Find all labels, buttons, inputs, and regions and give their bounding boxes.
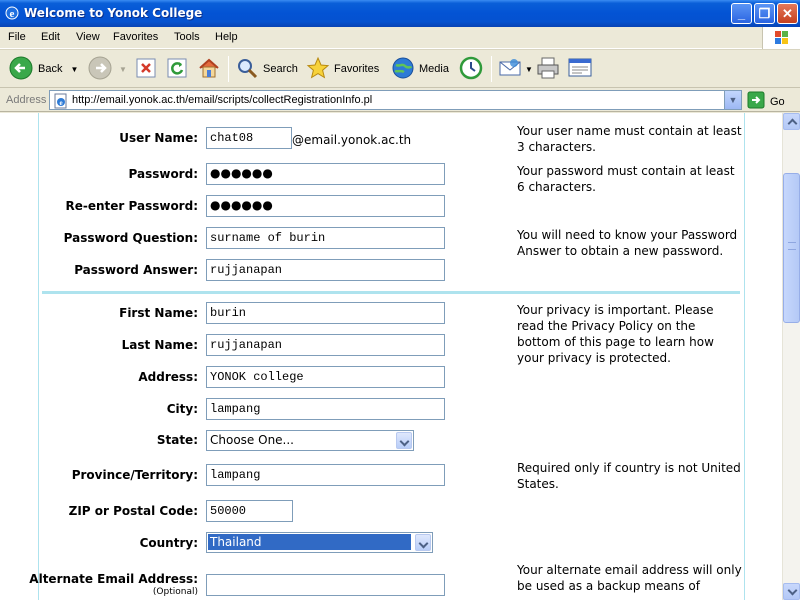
go-arrow-icon: [747, 91, 765, 112]
country-select[interactable]: [206, 532, 433, 553]
username-label: User Name:: [119, 131, 198, 145]
reenter-password-input[interactable]: ●●●●●●: [206, 195, 445, 217]
street-address-label: Address:: [138, 370, 198, 384]
history-icon: [458, 55, 484, 84]
street-address-input[interactable]: YONOK college: [206, 366, 445, 388]
first-name-label: First Name:: [119, 306, 198, 320]
form-border-left: [38, 113, 39, 600]
menu-favorites[interactable]: Favorites: [113, 31, 159, 43]
menu-tools[interactable]: Tools: [174, 31, 200, 43]
privacy-help: Your privacy is important. Please read the Privacy Policy on the bottom of this page to learn how your privacy is protected.: [517, 303, 714, 365]
vertical-scrollbar[interactable]: [782, 113, 800, 600]
password-question-label: Password Question:: [63, 231, 198, 245]
search-icon: [235, 56, 259, 83]
window-title: Welcome to Yonok College: [24, 6, 203, 20]
mail-dropdown-icon[interactable]: ▼: [525, 64, 533, 74]
back-label: Back: [38, 63, 63, 75]
page-content: [0, 113, 782, 600]
city-input[interactable]: lampang: [206, 398, 445, 420]
password-answer-label: Password Answer:: [74, 263, 198, 277]
svg-text:e: e: [9, 8, 15, 20]
password-question-input[interactable]: surname of burin: [206, 227, 445, 249]
favorites-button[interactable]: [306, 55, 379, 83]
last-name-label: Last Name:: [121, 338, 198, 352]
print-button[interactable]: [535, 55, 561, 83]
state-label: State:: [156, 433, 198, 447]
stop-icon: [135, 57, 157, 82]
alt-email-input[interactable]: [206, 574, 445, 596]
password-question-help: You will need to know your Password Answer to obtain a new password.: [517, 228, 738, 258]
reenter-password-label: Re-enter Password:: [65, 199, 198, 213]
address-dropdown-icon[interactable]: ▼: [724, 91, 741, 109]
back-button[interactable]: [8, 55, 78, 83]
stop-button[interactable]: [135, 55, 157, 83]
password-label: Password:: [128, 167, 198, 181]
menu-help[interactable]: Help: [215, 31, 238, 43]
go-label: Go: [770, 95, 785, 108]
last-name-input[interactable]: rujjanapan: [206, 334, 445, 356]
alt-email-label: [29, 572, 198, 597]
menu-view[interactable]: View: [76, 31, 100, 43]
email-domain-suffix: @email.yonok.ac.th: [292, 133, 412, 147]
address-bar: [0, 88, 800, 112]
maximize-button[interactable]: ❐: [754, 3, 775, 24]
section-divider: [42, 291, 740, 294]
state-select[interactable]: [206, 430, 414, 451]
password-input[interactable]: ●●●●●●: [206, 163, 445, 185]
province-help: Required only if country is not United States.: [517, 461, 741, 491]
edit-page-icon: [567, 55, 593, 84]
scroll-up-button[interactable]: [783, 113, 800, 130]
home-icon: [197, 56, 221, 83]
form-border-right: [744, 113, 745, 600]
menu-edit[interactable]: Edit: [41, 31, 60, 43]
username-help: Your user name must contain at least 3 characters.: [517, 124, 742, 154]
country-label: Country:: [139, 536, 198, 550]
go-button[interactable]: [747, 91, 785, 112]
page-icon: [53, 93, 69, 112]
windows-logo-icon: [762, 27, 800, 49]
search-button[interactable]: [235, 55, 298, 83]
zip-label: ZIP or Postal Code:: [68, 504, 198, 518]
alt-email-help: Your alternate email address will only be used as a backup means of: [517, 563, 742, 593]
mail-button[interactable]: [498, 55, 533, 83]
menu-file[interactable]: File: [8, 31, 26, 43]
country-select-value: Thailand: [208, 534, 411, 550]
chevron-down-icon[interactable]: [415, 534, 431, 551]
history-button[interactable]: [458, 55, 484, 83]
username-input[interactable]: chat08: [206, 127, 292, 149]
scroll-grip-icon: [788, 242, 796, 250]
forward-button[interactable]: [87, 55, 127, 83]
minimize-button[interactable]: _: [731, 3, 752, 24]
scroll-down-button[interactable]: [783, 583, 800, 600]
close-button[interactable]: ✕: [777, 3, 798, 24]
mail-icon: [498, 56, 522, 83]
city-label: City:: [166, 402, 198, 416]
address-url: http://email.yonok.ac.th/email/scripts/collectRegistrationInfo.pl: [72, 94, 373, 106]
first-name-input[interactable]: burin: [206, 302, 445, 324]
password-help: Your password must contain at least 6 characters.: [517, 164, 735, 194]
alt-email-label-text: Alternate Email Address:: [29, 572, 198, 586]
toolbar: [0, 49, 800, 88]
chevron-down-icon[interactable]: [396, 432, 412, 449]
refresh-icon: [166, 57, 188, 82]
ie-icon: [4, 5, 20, 21]
home-button[interactable]: [197, 55, 221, 83]
menu-bar: [0, 27, 800, 49]
search-label: Search: [263, 63, 298, 75]
scroll-thumb[interactable]: [783, 173, 800, 323]
favorites-star-icon: [306, 56, 330, 83]
forward-dropdown-icon[interactable]: ▼: [119, 64, 127, 74]
address-label: Address: [6, 94, 47, 106]
svg-text:e: e: [59, 99, 63, 107]
state-select-value: Choose One...: [210, 433, 294, 447]
alt-email-optional-note: (Optional): [152, 587, 198, 597]
back-arrow-icon: [8, 55, 34, 84]
province-input[interactable]: lampang: [206, 464, 445, 486]
toolbar-separator: [491, 56, 492, 82]
edit-button[interactable]: [567, 55, 593, 83]
media-globe-icon: [391, 56, 415, 83]
forward-arrow-icon: [87, 55, 113, 84]
toolbar-separator: [228, 56, 229, 82]
favorites-label: Favorites: [334, 63, 380, 75]
refresh-button[interactable]: [166, 55, 188, 83]
media-button[interactable]: [391, 55, 449, 83]
address-input[interactable]: [49, 90, 742, 110]
title-bar: [0, 0, 800, 27]
media-label: Media: [419, 63, 449, 75]
zip-input[interactable]: 50000: [206, 500, 293, 522]
password-answer-input[interactable]: rujjanapan: [206, 259, 445, 281]
back-dropdown-icon[interactable]: ▼: [70, 64, 79, 74]
printer-icon: [535, 55, 561, 84]
province-label: Province/Territory:: [71, 468, 198, 482]
